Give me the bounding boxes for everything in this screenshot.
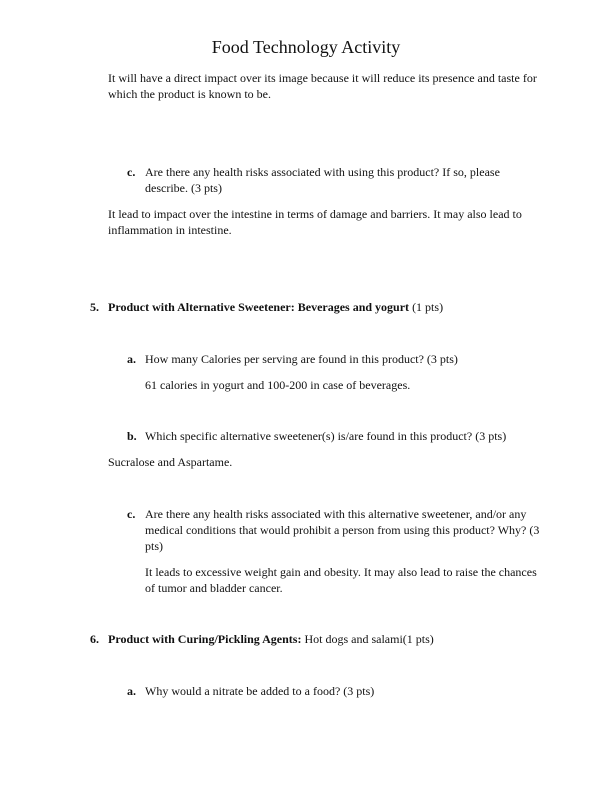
- question-text: Which specific alternative sweetener(s) is/are found in this product? (3 pts): [145, 429, 507, 443]
- section-number: 5.: [90, 300, 99, 314]
- question-text: Why would a nitrate be added to a food? (3 pts): [145, 684, 375, 698]
- question-letter: b.: [127, 429, 137, 443]
- question-letter: c.: [127, 165, 136, 179]
- heading-bold: Product with Curing/Pickling Agents:: [108, 632, 302, 646]
- answer-text: It lead to impact over the intestine in terms of damage and barriers. It may also lead to inflammation in intestine.: [108, 207, 522, 237]
- question-letter: a.: [127, 684, 136, 698]
- question-letter: a.: [127, 352, 136, 366]
- answer-text: 61 calories in yogurt and 100-200 in case of beverages.: [145, 378, 411, 392]
- question-text: Are there any health risks associated with using this product? If so, please describe. (3 pts): [145, 165, 500, 195]
- page-title: Food Technology Activity: [211, 37, 401, 57]
- section-number: 6.: [90, 632, 99, 646]
- section-heading: [108, 631, 548, 647]
- question-text: How many Calories per serving are found in this product? (3 pts): [145, 352, 458, 366]
- answer-text: Sucralose and Aspartame.: [108, 455, 233, 469]
- answer-text: It will have a direct impact over its image because it will reduce its presence and taste for which the product is known to be.: [108, 71, 537, 101]
- section-heading: [108, 299, 548, 315]
- heading-bold: Product with Alternative Sweetener: Beverages and yogurt: [108, 300, 410, 314]
- answer-text: It leads to excessive weight gain and obesity. It may also lead to raise the chances of tumor and bladder cancer.: [145, 565, 537, 595]
- question-text: Are there any health risks associated with this alternative sweetener, and/or any medical conditions that would prohibit a person from using this product? Why? (3 pts): [145, 507, 540, 553]
- heading-points: Hot dogs and salami(1 pts): [301, 632, 434, 646]
- heading-points: (1 pts): [409, 300, 444, 314]
- question-letter: c.: [127, 507, 136, 521]
